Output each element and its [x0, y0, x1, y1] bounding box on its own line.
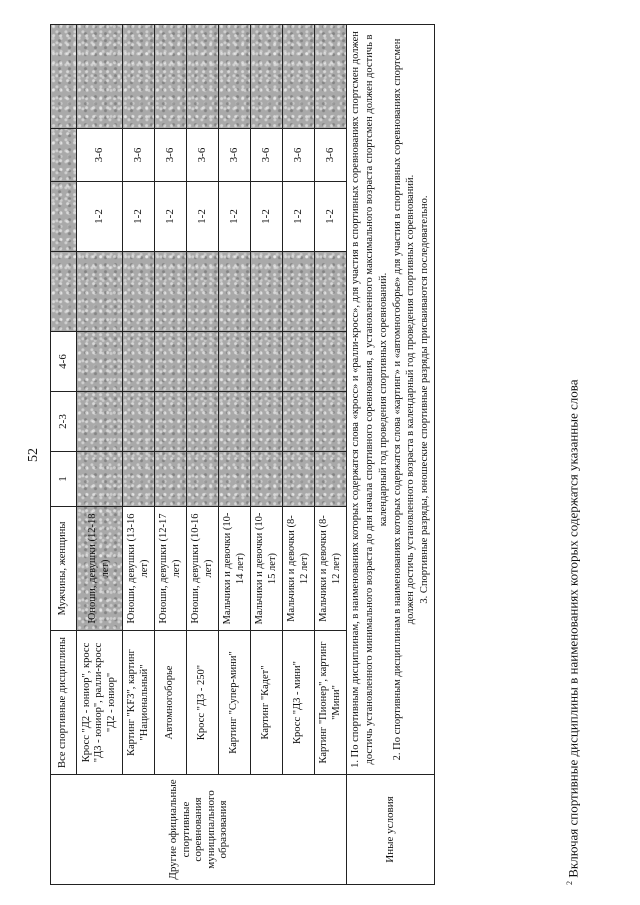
shaded-cell: [315, 452, 347, 507]
shaded-cell: [77, 452, 123, 507]
shaded-cell: [123, 252, 155, 332]
disciplines-header: Все спортивные дисциплины: [51, 631, 77, 775]
age-cell: Мальчики и девочки (10-14 лет): [219, 507, 251, 631]
shaded-header-cell: [51, 25, 77, 129]
shaded-cell: [77, 25, 123, 129]
shaded-cell: [251, 25, 283, 129]
shaded-cell: [251, 452, 283, 507]
shaded-cell: [123, 452, 155, 507]
shaded-cell: [187, 25, 219, 129]
rank-header-1: 1: [51, 452, 77, 507]
shaded-cell: [315, 332, 347, 392]
age-cell: Мальчики и девочки (10-15 лет): [251, 507, 283, 631]
shaded-cell: [283, 25, 315, 129]
table-row: [187, 25, 219, 885]
shaded-cell: [283, 252, 315, 332]
shaded-cell: [219, 252, 251, 332]
other-conditions-text: [347, 25, 435, 775]
age-cell: Юноши, девушки (13-16 лет): [123, 507, 155, 631]
sports-ranks-table: [50, 24, 435, 885]
discipline-cell: Картинг "Супер-мини": [219, 631, 251, 775]
shaded-cell: [219, 452, 251, 507]
other-conditions-label: Иные условия: [347, 775, 435, 885]
age-cell: Мальчики и девочки (8-12 лет): [315, 507, 347, 631]
rank-range-cell: 3-6: [123, 129, 155, 182]
shaded-cell: [315, 392, 347, 452]
shaded-cell: [155, 332, 187, 392]
shaded-cell: [187, 392, 219, 452]
shaded-cell: [315, 252, 347, 332]
age-cell: Юноши, девушки (12-17 лет): [155, 507, 187, 631]
table-row: [283, 25, 315, 885]
rank-range-cell: 1-2: [187, 182, 219, 252]
condition-item: 2. По спортивным дисциплинам в наименованиях которых содержатся слова «картинг» и «автомногоборье» для участия в спортивных соревнованиях спортсмен должен достичь установленного возраста в календарный год проведения спортивных соревнований.: [391, 38, 417, 761]
page-number: 52: [26, 448, 41, 462]
shaded-cell: [315, 25, 347, 129]
other-conditions-row: [347, 25, 435, 885]
footnote-marker: 2: [565, 881, 574, 885]
shaded-cell: [283, 452, 315, 507]
shaded-cell: [219, 332, 251, 392]
age-cell: Мальчики и девочки (8-12 лет): [283, 507, 315, 631]
age-group-header: Мужчины, женщины: [51, 507, 77, 631]
rank-range-cell: 3-6: [251, 129, 283, 182]
shaded-cell: [219, 392, 251, 452]
shaded-cell: [187, 332, 219, 392]
shaded-cell: [251, 332, 283, 392]
rank-header-4-6: 4-6: [51, 332, 77, 392]
rank-header-2-3: 2-3: [51, 392, 77, 452]
age-cell: Юноши, девушки (10-16 лет): [187, 507, 219, 631]
shaded-cell: [77, 252, 123, 332]
rank-range-cell: 3-6: [315, 129, 347, 182]
rank-range-cell: 1-2: [155, 182, 187, 252]
age-cell: Юноши, девушки (12-18 лет): [77, 507, 123, 631]
shaded-cell: [123, 25, 155, 129]
shaded-cell: [155, 252, 187, 332]
shaded-cell: [251, 392, 283, 452]
rank-range-cell: 1-2: [315, 182, 347, 252]
table-row: [77, 25, 123, 885]
shaded-cell: [77, 392, 123, 452]
rank-range-cell: 1-2: [283, 182, 315, 252]
footnote-text: Включая спортивные дисциплины в наименованиях которых содержатся указанные слова: [565, 379, 581, 878]
shaded-cell: [155, 452, 187, 507]
table-row: [155, 25, 187, 885]
shaded-cell: [283, 392, 315, 452]
shaded-header-cell: [51, 252, 77, 332]
table-row: [219, 25, 251, 885]
discipline-cell: Кросс "Д3 - мини": [283, 631, 315, 775]
category-cell: Другие официальные спортивные соревнования муниципального образования: [51, 775, 347, 885]
table-row: [251, 25, 283, 885]
rank-range-cell: 3-6: [155, 129, 187, 182]
shaded-cell: [123, 332, 155, 392]
shaded-cell: [187, 452, 219, 507]
rank-range-cell: 3-6: [283, 129, 315, 182]
discipline-cell: Картинг "Кадет": [251, 631, 283, 775]
table-header-row: [51, 25, 77, 885]
shaded-cell: [77, 332, 123, 392]
rank-range-cell: 3-6: [219, 129, 251, 182]
rank-range-cell: 1-2: [251, 182, 283, 252]
shaded-cell: [155, 392, 187, 452]
condition-item: 3. Спортивные разряды, юношеские спортивные разряды присваиваются последовательно.: [419, 195, 431, 604]
table-row: [123, 25, 155, 885]
discipline-cell: Кросс "Д2 - юниор", кросс "Д3 - юниор", ралли-кросс "Д2 - юниор": [77, 631, 123, 775]
rank-range-cell: 1-2: [219, 182, 251, 252]
discipline-cell: Картинг "KF3", картинг "Национальный": [123, 631, 155, 775]
table-row: [315, 25, 347, 885]
shaded-cell: [283, 332, 315, 392]
condition-item: 1. По спортивным дисциплинам, в наименованиях которых содержатся слова «кросс» и «ралли-кросс», для участия в спортивных соревнованиях спортсмен должен достичь установленного минимального возраста до дня начала спортивного соревнования, а установленного максимального возраста спортсмен должен достичь в календарный год проведения спортивных соревнований.: [350, 31, 389, 768]
discipline-cell: Кросс "Д3 - 250": [187, 631, 219, 775]
rotated-content: [20, 25, 620, 885]
shaded-cell: [187, 252, 219, 332]
discipline-cell: Автомногоборье: [155, 631, 187, 775]
rank-range-cell: 3-6: [77, 129, 123, 182]
rank-range-cell: 1-2: [123, 182, 155, 252]
shaded-cell: [219, 25, 251, 129]
footnote: [565, 25, 581, 885]
rank-range-cell: 1-2: [77, 182, 123, 252]
shaded-header-cell: [51, 129, 77, 182]
shaded-cell: [251, 252, 283, 332]
shaded-header-cell: [51, 182, 77, 252]
shaded-cell: [123, 392, 155, 452]
shaded-cell: [155, 25, 187, 129]
discipline-cell: Картинг "Пионер", картинг "Мини": [315, 631, 347, 775]
rank-range-cell: 3-6: [187, 129, 219, 182]
